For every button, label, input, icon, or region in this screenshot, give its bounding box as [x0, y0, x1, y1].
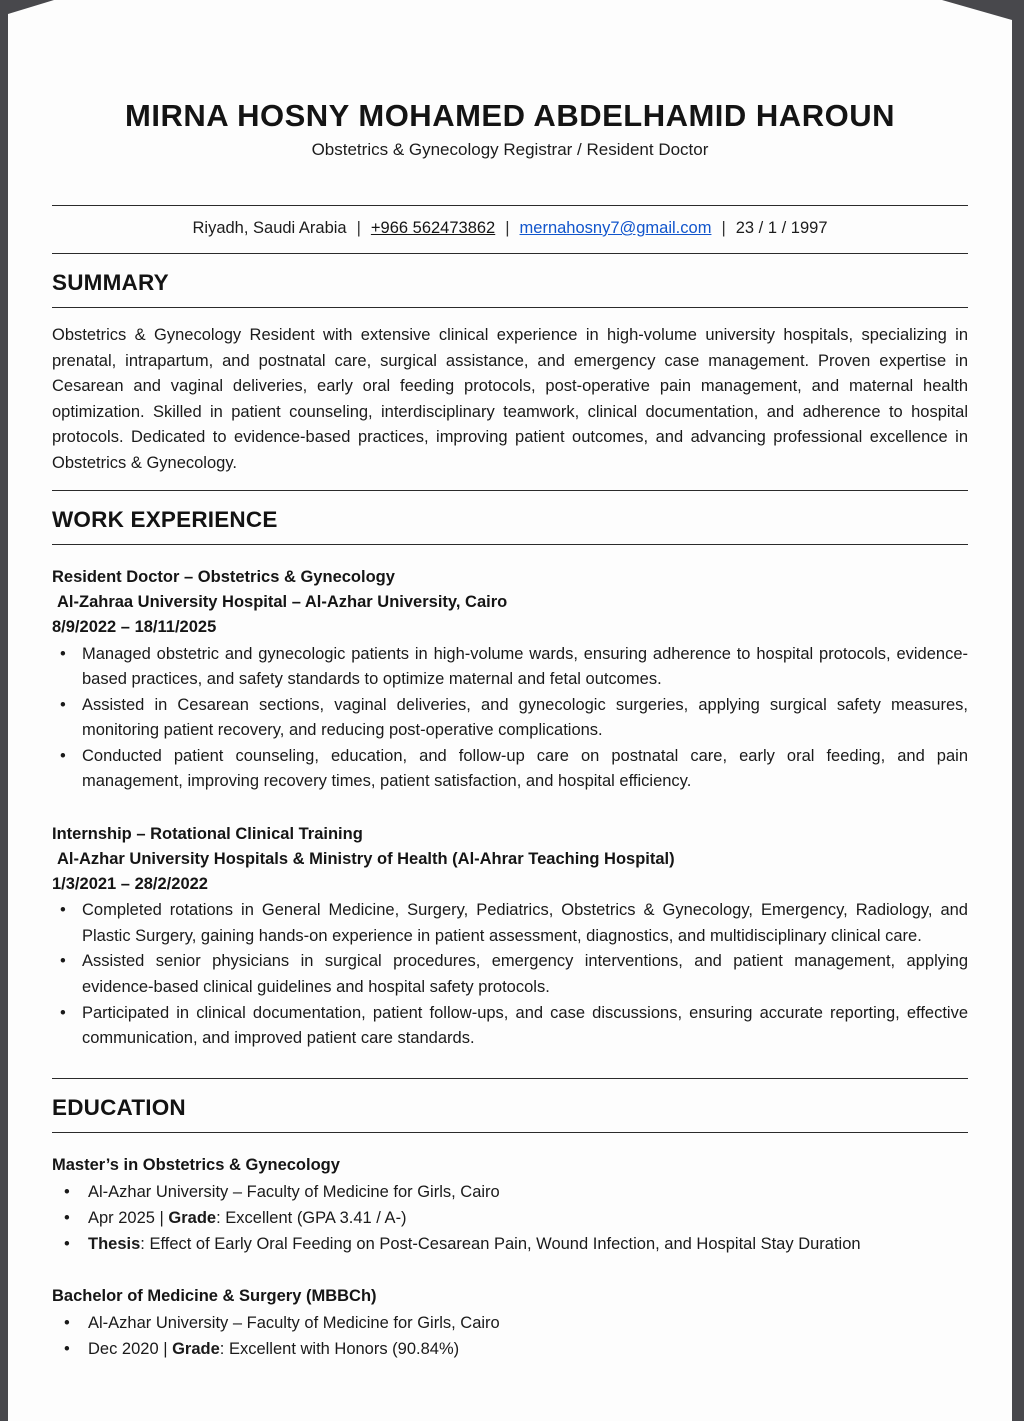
candidate-name: MIRNA HOSNY MOHAMED ABDELHAMID HAROUN: [125, 98, 895, 133]
contact-email-link[interactable]: mernahosny7@gmail.com: [519, 219, 712, 237]
degree-bullet-list: [52, 1311, 968, 1362]
degree-bullet-item: • Dec 2020 | Grade: Excellent with Honors (90.84%): [52, 1337, 968, 1363]
resume-page: [8, 0, 1012, 1421]
contact-separator: |: [721, 219, 726, 237]
job-bullet-list: [52, 898, 968, 1051]
degree-bullet-item: • Thesis: Effect of Early Oral Feeding on Post-Cesarean Pain, Wound Infection, and Hospital Stay Duration: [52, 1232, 968, 1258]
job-dates: 1/3/2021 – 28/2/2022: [52, 874, 208, 893]
job-dates: 8/9/2022 – 18/11/2025: [52, 617, 217, 636]
work-experience-heading: WORK EXPERIENCE: [52, 507, 278, 533]
degree-entry: [52, 1153, 968, 1258]
contact-separator: |: [505, 219, 510, 237]
contact-bar: [52, 206, 968, 253]
job-organization: Al-Azhar University Hospitals & Ministry of Health (Al-Ahrar Teaching Hospital): [57, 849, 675, 868]
job-bullet-item: • Participated in clinical documentation, patient follow-ups, and case discussions, ensuring accurate reporting, effective communication, and improved patient care standards.: [52, 1001, 968, 1052]
degree-bullet-item: • Al-Azhar University – Faculty of Medicine for Girls, Cairo: [52, 1311, 968, 1337]
divider: [52, 307, 968, 308]
contact-location: Riyadh, Saudi Arabia: [192, 219, 347, 237]
degree-bullet-list: [52, 1180, 968, 1257]
degree-title: Bachelor of Medicine & Surgery (MBBCh): [52, 1286, 377, 1305]
job-entry: [52, 565, 968, 795]
degree-bullet-item: • Apr 2025 | Grade: Excellent (GPA 3.41 / A-): [52, 1206, 968, 1232]
divider: [52, 253, 968, 254]
summary-heading: SUMMARY: [52, 270, 169, 295]
work-experience-list: [52, 545, 968, 1077]
summary-paragraph: Obstetrics & Gynecology Resident with extensive clinical experience in high-volume university hospitals, specializing in prenatal, intrapartum, and postnatal care, surgical assistance, and emergency case management. Proven expertise in Cesarean and vaginal deliveries, early oral feeding protocols, post-operative pain management, and maternal health optimization. Skilled in patient counseling, interdisciplinary teamwork, clinical documentation, and adherence to hospital protocols. Dedicated to evidence-based practices, improving patient outcomes, and advancing professional excellence in Obstetrics & Gynecology.: [52, 326, 968, 472]
job-bullet-item: • Completed rotations in General Medicine, Surgery, Pediatrics, Obstetrics & Gynecology, Emergency, Radiology, and Plastic Surgery, gaining hands-on experience in patient assessment, diagnostics, and multidisciplinary clinical care.: [52, 898, 968, 949]
contact-separator: |: [356, 219, 361, 237]
divider: [52, 1078, 968, 1079]
degree-bullet-item: • Al-Azhar University – Faculty of Medicine for Girls, Cairo: [52, 1180, 968, 1206]
job-organization: Al-Zahraa University Hospital – Al-Azhar University, Cairo: [57, 593, 508, 612]
job-bullet-item: • Managed obstetric and gynecologic patients in high-volume wards, ensuring adherence to hospital protocols, evidence-based practices, and safety standards to optimize maternal and fetal outcomes.: [52, 642, 968, 693]
job-entry: [52, 822, 968, 1052]
job-title: Internship – Rotational Clinical Training: [52, 825, 363, 843]
education-list: [52, 1133, 968, 1399]
job-bullet-item: • Conducted patient counseling, education, and follow-up care on postnatal care, early oral feeding, and pain management, improving recovery times, patient satisfaction, and hospital efficiency.: [52, 744, 968, 795]
degree-entry: [52, 1284, 968, 1363]
contact-phone-link[interactable]: +966 562473862: [370, 219, 496, 237]
divider: [52, 490, 968, 491]
job-bullet-item: • Assisted in Cesarean sections, vaginal deliveries, and gynecologic surgeries, applying surgical safety measures, monitoring patient recovery, and reducing post-operative complications.: [52, 693, 968, 744]
candidate-title: Obstetrics & Gynecology Registrar / Resident Doctor: [311, 140, 709, 159]
job-bullet-list: [52, 642, 968, 795]
contact-birth-date: 23 / 1 / 1997: [735, 219, 828, 237]
education-heading: EDUCATION: [52, 1094, 186, 1120]
degree-title: Master’s in Obstetrics & Gynecology: [52, 1155, 340, 1174]
job-bullet-item: • Assisted senior physicians in surgical procedures, emergency interventions, and patient management, applying evidence-based clinical guidelines and hospital safety protocols.: [52, 949, 968, 1000]
job-title: Resident Doctor – Obstetrics & Gynecology: [52, 568, 395, 587]
